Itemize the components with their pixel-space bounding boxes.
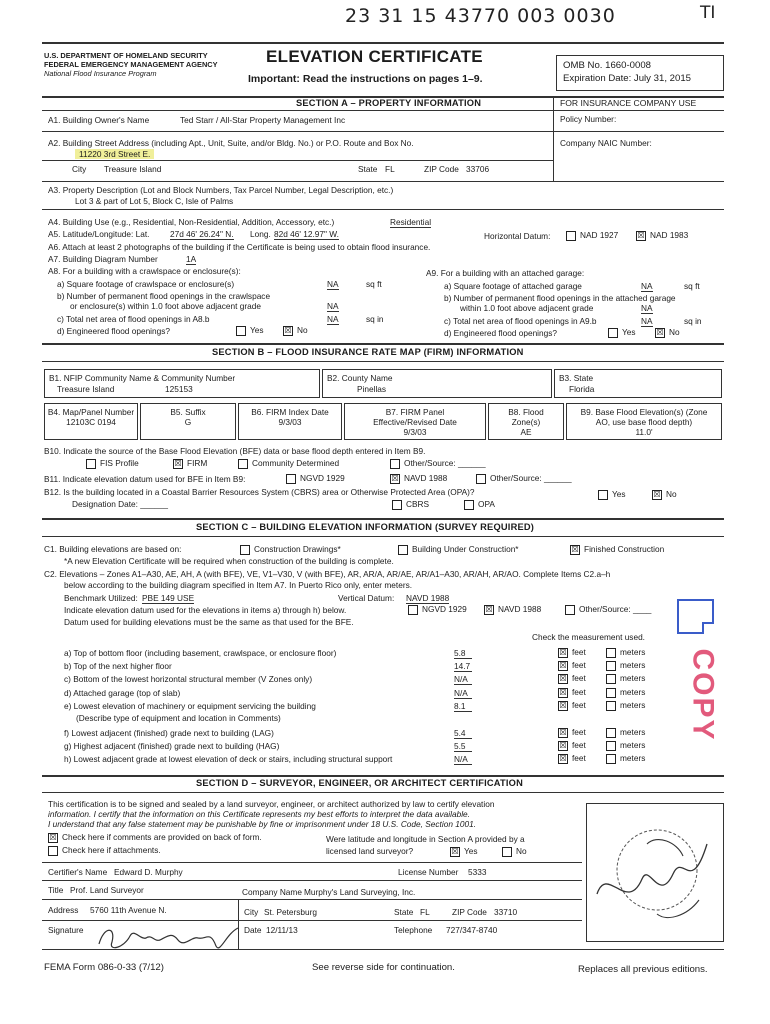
b10-community[interactable]: Community Determined (238, 458, 339, 469)
b3-value[interactable]: Florida (569, 384, 595, 394)
checkbox[interactable] (286, 474, 296, 484)
checkbox[interactable] (502, 847, 512, 857)
feet-option[interactable]: ☒ feet (559, 660, 586, 670)
feet-option[interactable]: ☒ feet (559, 740, 586, 750)
a8a-value[interactable]: NA (327, 279, 339, 289)
zip-label: ZIP Code (424, 164, 459, 174)
checkbox[interactable] (606, 688, 616, 698)
a3-label: A3. Property Description (Lot and Block Numbers, Tax Parcel Number, Legal Description, etc.) (48, 185, 394, 195)
b6-value[interactable]: 9/3/03 (278, 417, 302, 427)
b2-cell (322, 369, 552, 398)
vertical-datum-value[interactable]: NAVD 1988 (406, 593, 450, 603)
b6-label: B6. FIRM Index Date (251, 407, 329, 417)
check-measurement-label: Check the measurement used. (532, 632, 645, 642)
checkbox-checked[interactable]: ☒ (559, 740, 567, 750)
checkbox[interactable] (398, 545, 408, 555)
b3-cell (554, 369, 722, 398)
b5-cell (140, 403, 236, 440)
checkbox[interactable] (606, 754, 616, 764)
checkbox-checked[interactable]: ☒ (559, 660, 567, 670)
meters-option[interactable]: meters (606, 660, 645, 671)
b9-value[interactable]: 11.0' (635, 427, 653, 437)
a9a-value[interactable]: NA (641, 281, 653, 291)
b12-yes[interactable]: Yes (598, 489, 626, 500)
meters-option[interactable]: meters (606, 673, 645, 684)
continuation-note: See reverse side for continuation. (312, 962, 455, 973)
horizontal-datum-label: Horizontal Datum: (484, 231, 551, 241)
checkbox-checked[interactable]: ☒ (571, 544, 579, 554)
a8c-value[interactable]: NA (327, 314, 339, 324)
elevation-row-value[interactable]: N/A (454, 688, 472, 699)
a8b-label: b) Number of permanent flood openings in the crawlspace (57, 291, 271, 301)
seal-signature-scribble (587, 804, 723, 941)
important-note: Important: Read the instructions on pages 1–9. (248, 73, 483, 85)
meters-option[interactable]: meters (606, 687, 645, 698)
checkbox[interactable] (598, 490, 608, 500)
b7-label: B7. FIRM Panel (385, 407, 445, 417)
elevation-row-e-subtext: (Describe type of equipment and location in Comments) (76, 713, 281, 723)
a5-long-value[interactable]: 82d 46' 12.97" W. (274, 229, 339, 239)
checkbox[interactable] (606, 741, 616, 751)
city-value[interactable]: Treasure Island (104, 164, 162, 174)
checkbox-checked[interactable]: ☒ (653, 489, 661, 499)
b11-ngvd[interactable]: NGVD 1929 (286, 473, 345, 484)
checkbox[interactable] (606, 701, 616, 711)
a5-lat-value[interactable]: 27d 46' 26.24" N. (170, 229, 234, 239)
feet-option[interactable]: ☒ feet (559, 727, 586, 737)
blue-box-mark (677, 599, 714, 634)
d-zip-value[interactable]: 33710 (494, 907, 518, 917)
elevation-row-label: d) Attached garage (top of slab) (64, 688, 181, 698)
d-state-label: State (394, 907, 414, 917)
company-value[interactable]: Murphy's Land Surveying, Inc. (304, 887, 416, 897)
checkbox-checked[interactable]: ☒ (559, 673, 567, 683)
checkbox-checked[interactable]: ☒ (174, 458, 182, 468)
section-b-title: SECTION B – FLOOD INSURANCE RATE MAP (FIRM) INFORMATION (212, 347, 524, 357)
cbrs-option[interactable]: CBRS (392, 499, 429, 510)
checkbox-checked[interactable]: ☒ (559, 753, 567, 763)
a9c-value[interactable]: NA (641, 316, 653, 326)
latlong-no[interactable]: No (502, 846, 527, 857)
telephone-label: Telephone (394, 925, 433, 935)
elevation-row-label: a) Top of bottom floor (including basement, crawlspace, or enclosure floor) (64, 648, 337, 658)
a9b-label-2: within 1.0 foot above adjacent grade (460, 303, 594, 313)
date-value[interactable]: 12/11/13 (266, 925, 298, 935)
b5-value[interactable]: G (184, 417, 192, 427)
checkbox[interactable] (464, 500, 474, 510)
a6-label: A6. Attach at least 2 photographs of the building if the Certificate is being used to obtain flood insurance. (48, 242, 431, 252)
section-a-title: SECTION A – PROPERTY INFORMATION (296, 98, 482, 108)
certifier-value[interactable]: Edward D. Murphy (114, 867, 183, 877)
datum-navd[interactable]: ☒ NAVD 1988 (485, 604, 542, 614)
b8-value[interactable]: AE (520, 427, 532, 437)
designation-date-label: Designation Date: ______ (72, 499, 168, 509)
b12-label: B12. Is the building located in a Coastal Barrier Resources System (CBRS) area or Otherwise Protected Area (OPA)? (44, 487, 475, 497)
comments-check[interactable]: ☒ Check here if comments are provided on back of form. (49, 832, 262, 842)
date-label: Date (244, 925, 262, 935)
benchmark-value[interactable]: PBE 149 USE (142, 593, 195, 603)
form-title: ELEVATION CERTIFICATE (266, 47, 483, 66)
vertical-datum-label: Vertical Datum: (338, 593, 395, 603)
checkbox[interactable] (240, 545, 250, 555)
header-top-rule (42, 42, 724, 44)
b2-value[interactable]: Pinellas (357, 384, 387, 394)
insurance-use-header: FOR INSURANCE COMPANY USE (560, 98, 697, 108)
elevation-row-value[interactable]: 5.5 (454, 741, 472, 752)
replaces-note: Replaces all previous editions. (578, 964, 708, 975)
zip-value[interactable]: 33706 (466, 164, 490, 174)
meters-option[interactable]: meters (606, 753, 645, 764)
feet-option[interactable]: ☒ feet (559, 753, 586, 763)
elevation-row-label: f) Lowest adjacent (finished) grade next to building (LAG) (64, 728, 274, 738)
a9b-value[interactable]: NA (641, 303, 653, 313)
a9d-label: d) Engineered flood openings? (444, 328, 558, 338)
agency-block (44, 51, 218, 78)
a8a-unit: sq ft (366, 279, 382, 289)
a9d-yes[interactable]: Yes (608, 327, 636, 338)
a4-label: A4. Building Use (e.g., Residential, Non-Residential, Addition, Accessory, etc.) (48, 217, 335, 227)
d-zip-label: ZIP Code (452, 907, 487, 917)
checkbox[interactable] (606, 661, 616, 671)
section-d-title: SECTION D – SURVEYOR, ENGINEER, OR ARCHITECT CERTIFICATION (196, 778, 524, 788)
elevation-row-value[interactable]: 8.1 (454, 701, 472, 712)
feet-option[interactable]: ☒ feet (559, 647, 586, 657)
license-label: License Number (398, 867, 459, 877)
checkbox[interactable] (606, 728, 616, 738)
c2-label-2: below according to the building diagram specified in Item A7. In Puerto Rico only, enter meters. (64, 580, 413, 590)
checkbox-checked[interactable]: ☒ (284, 325, 292, 335)
elevation-row-value[interactable]: N/A (454, 674, 472, 685)
b7-cell (344, 403, 486, 440)
checkbox[interactable] (608, 328, 618, 338)
state-label: State (358, 164, 378, 174)
meters-option[interactable]: meters (606, 647, 645, 658)
a8c-unit: sq in (366, 314, 384, 324)
expiration-date: Expiration Date: July 31, 2015 (563, 73, 691, 84)
c1-drawings[interactable]: Construction Drawings* (240, 544, 341, 555)
datum-ngvd[interactable]: NGVD 1929 (408, 604, 467, 615)
checkbox-checked[interactable]: ☒ (559, 727, 567, 737)
checkbox-checked[interactable]: ☒ (637, 230, 645, 240)
feet-option[interactable]: ☒ feet (559, 687, 586, 697)
elevation-row-value[interactable]: 14.7 (454, 661, 471, 671)
elevation-row-label: e) Lowest elevation of machinery or equipment servicing the building (64, 701, 316, 711)
b11-other[interactable]: Other/Source: ______ (476, 473, 572, 484)
checkbox[interactable] (566, 231, 576, 241)
c1-label: C1. Building elevations are based on: (44, 544, 182, 554)
telephone-value[interactable]: 727/347-8740 (446, 925, 498, 935)
b3-label: B3. State (559, 373, 594, 383)
b10-other[interactable]: Other/Source: ______ (390, 458, 486, 469)
a9-label: A9. For a building with an attached garage: (426, 268, 585, 278)
a8d-label: d) Engineered flood openings? (57, 326, 171, 336)
d-city-value[interactable]: St. Petersburg (264, 907, 318, 917)
a2-label: A2. Building Street Address (including Apt., Unit, Suite, and/or Bldg. No.) or P.O. Route and Box No. (48, 138, 414, 148)
b9-label-2: AO, use base flood depth) (595, 417, 693, 427)
elevation-row-label: c) Bottom of the lowest horizontal structural member (V Zones only) (64, 674, 313, 684)
a4-value[interactable]: Residential (390, 217, 432, 227)
datum-note: Datum used for building elevations must be the same as that used for the BFE. (64, 617, 354, 627)
nad1983-option[interactable]: ☒ NAD 1983 (637, 230, 689, 240)
a8-label: A8. For a building with a crawlspace or enclosure(s): (48, 266, 241, 276)
policy-number-label: Policy Number: (560, 114, 617, 124)
a3-value[interactable]: Lot 3 & part of Lot 5, Block C, Isle of Palms (75, 196, 234, 206)
a1-label: A1. Building Owner's Name (48, 115, 150, 125)
feet-option[interactable]: ☒ feet (559, 673, 586, 683)
indicate-datum-label: Indicate elevation datum used for the elevations in items a) through h) below. (64, 605, 347, 615)
b1-number[interactable]: 125153 (165, 384, 193, 394)
elevation-row-label: h) Lowest adjacent grade at lowest elevation of deck or stairs, including structural support (64, 754, 393, 764)
seal-box (586, 803, 724, 942)
nad1927-option[interactable]: NAD 1927 (566, 230, 618, 241)
title-value[interactable]: Prof. Land Surveyor (70, 885, 144, 895)
checkbox[interactable] (48, 846, 58, 856)
feet-option[interactable]: ☒ feet (559, 700, 586, 710)
license-value[interactable]: 5333 (468, 867, 487, 877)
b5-label: B5. Suffix (170, 407, 206, 417)
state-value[interactable]: FL (385, 164, 395, 174)
c2-label: C2. Elevations – Zones A1–A30, AE, AH, A (with BFE), VE, V1–V30, V (with BFE), AR, AR/A, AR/AE, AR/A1–A30, AR/AH, AR/AO. Complete Items C2.a–h (44, 569, 611, 579)
checkbox[interactable] (565, 605, 575, 615)
handwritten-initials: TI (700, 3, 716, 23)
b8-label: B8. Flood (508, 407, 544, 417)
a8d-no[interactable]: ☒ No (284, 325, 308, 335)
b10-label: B10. Indicate the source of the Base Flood Elevation (BFE) data or base flood depth entered in Item B9. (44, 446, 426, 456)
address-value[interactable]: 5760 11th Avenue N. (90, 905, 167, 915)
agency-line: FEDERAL EMERGENCY MANAGEMENT AGENCY (44, 60, 218, 69)
omb-box (556, 55, 724, 91)
agency-line: U.S. DEPARTMENT OF HOMELAND SECURITY (44, 51, 208, 60)
copy-stamp: COPY (686, 648, 720, 742)
b4-label: B4. Map/Panel Number (47, 407, 135, 417)
b12-no[interactable]: ☒ No (653, 489, 677, 499)
agency-line: National Flood Insurance Program (44, 69, 157, 78)
signature-label: Signature (48, 925, 84, 935)
b1-cell (44, 369, 320, 398)
attachments-check[interactable]: Check here if attachments. (48, 845, 161, 856)
b8-cell (488, 403, 564, 440)
elevation-row-value[interactable]: N/A (454, 754, 472, 765)
elevation-row-label: b) Top of the next higher floor (64, 661, 172, 671)
title-label: Title (48, 885, 64, 895)
a8b-value[interactable]: NA (327, 301, 339, 311)
checkbox-checked[interactable]: ☒ (559, 700, 567, 710)
cert-para-3: I understand that any false statement may be punishable by fine or imprisonment under 18 U.S. Code, Section 1001. (48, 819, 477, 829)
a1-value[interactable]: Ted Starr / All-Star Property Management Inc (180, 115, 346, 125)
datum-other[interactable]: Other/Source: ____ (565, 604, 651, 615)
b4-cell (44, 403, 138, 440)
omb-number: OMB No. 1660-0008 (563, 60, 651, 71)
elevation-row-value[interactable]: 5.8 (454, 648, 472, 659)
b8-label-2: Zone(s) (511, 417, 541, 427)
b9-label: B9. Base Flood Elevation(s) (Zone (580, 407, 708, 417)
handwritten-file-number: 23 31 15 43770 003 0030 (345, 5, 616, 27)
d-city-label: City (244, 907, 259, 917)
latlong-yes[interactable]: ☒ Yes (451, 846, 478, 856)
checkbox[interactable] (390, 459, 400, 469)
checkbox-checked[interactable]: ☒ (391, 473, 399, 483)
checkbox[interactable] (476, 474, 486, 484)
a9b-label: b) Number of permanent flood openings in the attached garage (444, 293, 676, 303)
checkbox-checked[interactable]: ☒ (485, 604, 493, 614)
cert-para-1: This certification is to be signed and sealed by a land surveyor, engineer, or architect authorized by law to certify elevation (48, 799, 495, 809)
elevation-row-value[interactable]: 5.4 (454, 728, 472, 739)
b9-cell (566, 403, 722, 440)
c1-note: *A new Elevation Certificate will be required when construction of the building is complete. (64, 556, 394, 566)
city-label: City (72, 164, 87, 174)
c1-under-construction[interactable]: Building Under Construction* (398, 544, 519, 555)
checkbox-checked[interactable]: ☒ (49, 832, 57, 842)
a8d-yes[interactable]: Yes (236, 325, 264, 336)
d-state-value[interactable]: FL (420, 907, 430, 917)
checkbox[interactable] (236, 326, 246, 336)
checkbox-checked[interactable]: ☒ (559, 647, 567, 657)
a8c-label: c) Total net area of flood openings in A8.b (57, 314, 210, 324)
checkbox-checked[interactable]: ☒ (656, 327, 664, 337)
latlong-question-2: licensed land surveyor? (326, 846, 414, 856)
b7-label-2: Effective/Revised Date (373, 417, 457, 427)
cert-para-2: information. I certify that the information on this Certificate represents my best efforts to interpret the data available. (48, 809, 470, 819)
a9c-label: c) Total net area of flood openings in A9.b (444, 316, 597, 326)
b10-firm[interactable]: ☒ FIRM (174, 458, 208, 468)
a8a-label: a) Square footage of crawlspace or enclosure(s) (57, 279, 235, 289)
checkbox[interactable] (606, 674, 616, 684)
b7-value[interactable]: 9/3/03 (403, 427, 427, 437)
b10-fis[interactable]: FIS Profile (86, 458, 139, 469)
a9c-unit: sq in (684, 316, 702, 326)
b11-label: B11. Indicate elevation datum used for BFE in Item B9: (44, 474, 246, 484)
b11-navd[interactable]: ☒ NAVD 1988 (391, 473, 448, 483)
form-number: FEMA Form 086-0-33 (7/12) (44, 962, 164, 973)
b1-label: B1. NFIP Community Name & Community Number (49, 373, 236, 383)
signature-scribble (94, 918, 244, 956)
checkbox[interactable] (86, 459, 96, 469)
a5-label: A5. Latitude/Longitude: Lat. (48, 229, 150, 239)
checkbox[interactable] (238, 459, 248, 469)
b1-name[interactable]: Treasure Island (57, 384, 115, 394)
meters-option[interactable]: meters (606, 740, 645, 751)
c1-finished[interactable]: ☒ Finished Construction (571, 544, 665, 554)
address-label: Address (48, 905, 79, 915)
a7-label: A7. Building Diagram Number (48, 254, 158, 264)
meters-option[interactable]: meters (606, 700, 645, 711)
company-label: Company Name (242, 887, 302, 897)
opa-option[interactable]: OPA (464, 499, 495, 510)
a7-value[interactable]: 1A (186, 254, 197, 264)
naic-label: Company NAIC Number: (560, 138, 652, 148)
checkbox-checked[interactable]: ☒ (451, 846, 459, 856)
certifier-label: Certifier's Name (48, 867, 108, 877)
b6-cell (238, 403, 342, 440)
latlong-question: Were latitude and longitude in Section A provided by a (326, 834, 525, 844)
checkbox-checked[interactable]: ☒ (559, 687, 567, 697)
a9a-unit: sq ft (684, 281, 700, 291)
a8b-label-2: or enclosure(s) within 1.0 foot above adjacent grade (70, 301, 261, 311)
checkbox[interactable] (408, 605, 418, 615)
checkbox[interactable] (392, 500, 402, 510)
benchmark-label: Benchmark Utilized: (64, 593, 138, 603)
b4-value[interactable]: 12103C 0194 (66, 417, 116, 427)
a9a-label: a) Square footage of attached garage (444, 281, 582, 291)
b2-label: B2. County Name (327, 373, 393, 383)
a5-long-label: Long. (250, 229, 271, 239)
a2-value[interactable]: 11220 3rd Street E. (75, 149, 154, 159)
a9d-no[interactable]: ☒ No (656, 327, 680, 337)
elevation-row-label: g) Highest adjacent (finished) grade next to building (HAG) (64, 741, 280, 751)
meters-option[interactable]: meters (606, 727, 645, 738)
checkbox[interactable] (606, 648, 616, 658)
section-c-title: SECTION C – BUILDING ELEVATION INFORMATION (SURVEY REQUIRED) (196, 522, 535, 532)
